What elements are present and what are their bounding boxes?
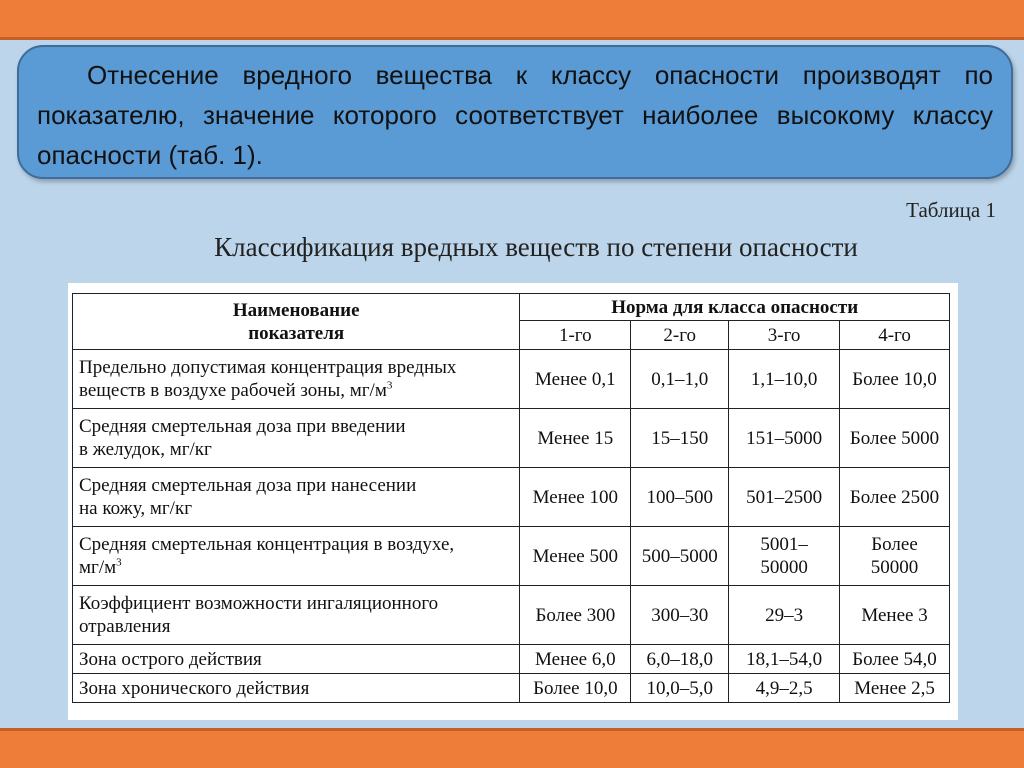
hazard-class-table <box>72 293 950 703</box>
header-indicator-name: Наименование показателя <box>73 294 520 350</box>
table-container <box>68 283 958 720</box>
table-row <box>73 350 950 409</box>
row-value-class-4: Более 2500 <box>840 468 950 527</box>
row-value-class-1: Менее 100 <box>520 468 631 527</box>
table-row <box>73 468 950 527</box>
row-value-class-4: Более 5000 <box>840 409 950 468</box>
header-class-1: 1-го <box>520 321 631 350</box>
row-value-class-4: Менее 2,5 <box>840 674 950 703</box>
row-value-class-1: Менее 15 <box>520 409 631 468</box>
row-name: Средняя смертельная доза при введении в желудок, мг/кг <box>73 409 520 468</box>
callout-text: Отнесение вредного вещества к классу опасности производят по показателю, значение которого соответствует наиболее высокому классу опасности (таб. 1). <box>37 60 993 170</box>
row-value-class-3: 29–3 <box>729 586 840 645</box>
row-value-class-1: Более 300 <box>520 586 631 645</box>
row-value-class-2: 10,0–5,0 <box>631 674 729 703</box>
row-value-class-3: 18,1–54,0 <box>729 645 840 674</box>
row-value-class-1: Менее 6,0 <box>520 645 631 674</box>
table-header-row <box>73 294 950 321</box>
row-value-class-2: 0,1–1,0 <box>631 350 729 409</box>
row-value-class-4: Более 50000 <box>840 527 950 586</box>
row-value-class-2: 500–5000 <box>631 527 729 586</box>
table-label: Таблица 1 <box>906 198 996 222</box>
row-name: Коэффициент возможности ингаляционного отравления <box>73 586 520 645</box>
row-name: Средняя смертельная доза при нанесении на кожу, мг/кг <box>73 468 520 527</box>
row-value-class-1: Менее 0,1 <box>520 350 631 409</box>
row-name: Средняя смертельная концентрация в воздухе, $мг/м^3$ <box>73 527 520 586</box>
row-value-class-4: Более 54,0 <box>840 645 950 674</box>
row-value-class-4: Более 10,0 <box>840 350 950 409</box>
row-value-class-1: Менее 500 <box>520 527 631 586</box>
row-value-class-2: 300–30 <box>631 586 729 645</box>
table-row <box>73 527 950 586</box>
row-value-class-4: Менее 3 <box>840 586 950 645</box>
row-value-class-2: 6,0–18,0 <box>631 645 729 674</box>
row-value-class-3: 5001– 50000 <box>729 527 840 586</box>
top-accent-bar <box>0 0 1024 40</box>
row-value-class-2: 15–150 <box>631 409 729 468</box>
row-value-class-1: Более 10,0 <box>520 674 631 703</box>
callout-box <box>17 45 1013 179</box>
bottom-accent-bar <box>0 728 1024 768</box>
header-class-4: 4-го <box>840 321 950 350</box>
table-row <box>73 586 950 645</box>
row-value-class-3: 1,1–10,0 <box>729 350 840 409</box>
table-row <box>73 645 950 674</box>
row-value-class-2: 100–500 <box>631 468 729 527</box>
header-class-3: 3-го <box>729 321 840 350</box>
row-value-class-3: 501–2500 <box>729 468 840 527</box>
header-class-2: 2-го <box>631 321 729 350</box>
row-name: Зона острого действия <box>73 645 520 674</box>
row-value-class-3: 4,9–2,5 <box>729 674 840 703</box>
table-row <box>73 674 950 703</box>
row-value-class-3: 151–5000 <box>729 409 840 468</box>
row-name: Зона хронического действия <box>73 674 520 703</box>
table-title: Классификация вредных веществ по степени опасности <box>214 232 858 262</box>
table-row <box>73 409 950 468</box>
row-name: Предельно допустимая концентрация вредных веществ в воздухе рабочей зоны, $мг/м^3$ <box>73 350 520 409</box>
header-norm: Норма для класса опасности <box>520 294 950 321</box>
